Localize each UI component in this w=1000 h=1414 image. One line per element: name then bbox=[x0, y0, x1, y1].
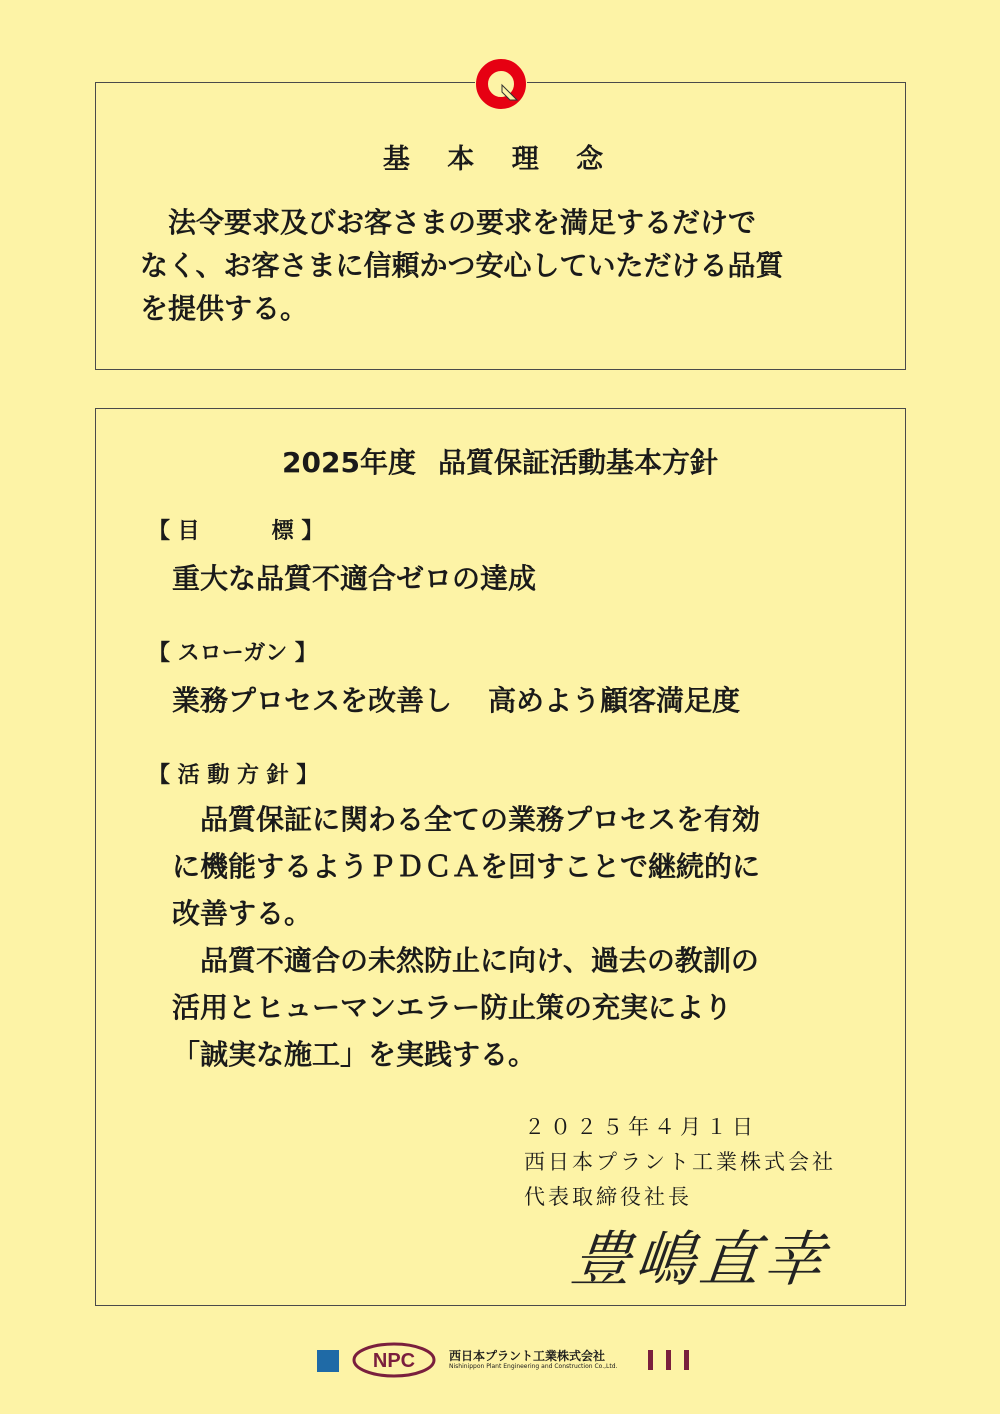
philosophy-line: を提供する。 bbox=[140, 292, 309, 325]
activity-line: に機能するようＰＤＣＡを回すことで継続的に bbox=[172, 850, 761, 883]
activity-policy-label: 【 活 動 方 針 】 bbox=[148, 763, 319, 788]
policy-title-year: 2025年度 bbox=[282, 446, 416, 479]
philosophy-line: 法令要求及びお客さまの要求を満足するだけで bbox=[140, 206, 757, 239]
activity-line: 品質不適合の未然防止に向け、過去の教訓の bbox=[172, 944, 759, 977]
footer-company-name-en: Nishinippon Plant Engineering and Construction Co.,Ltd. bbox=[449, 1363, 618, 1370]
activity-line: 「誠実な施工」を実践する。 bbox=[172, 1038, 537, 1071]
signature-date: ２０２５年４月１日 bbox=[524, 1115, 758, 1139]
activity-line: 改善する。 bbox=[172, 897, 313, 930]
philosophy-line: なく、お客さまに信頼かつ安心していただける品質 bbox=[140, 249, 784, 282]
slogan-text-b: 高めよう顧客満足度 bbox=[488, 684, 741, 717]
signature-block bbox=[524, 1110, 836, 1215]
philosophy-title: 基 本 理 念 bbox=[382, 144, 618, 175]
footer-blue-square-icon bbox=[317, 1350, 339, 1372]
signature-position: 代表取締役社長 bbox=[524, 1185, 692, 1209]
footer-company-name: 西日本プラント工業株式会社 bbox=[449, 1349, 606, 1363]
goal-label-close: 標 】 bbox=[271, 519, 324, 544]
policy-title-main: 品質保証活動基本方針 bbox=[437, 446, 718, 479]
npc-logo-icon bbox=[352, 1342, 436, 1382]
npc-logo-text: NPC bbox=[372, 1350, 416, 1372]
signature-company: 西日本プラント工業株式会社 bbox=[524, 1150, 836, 1174]
activity-line: 品質保証に関わる全ての業務プロセスを有効 bbox=[172, 803, 761, 836]
footer-bars-icon bbox=[648, 1350, 702, 1374]
quality-q-logo-icon bbox=[475, 58, 527, 110]
philosophy-text bbox=[140, 201, 880, 330]
activity-line: 活用とヒューマンエラー防止策の充実により bbox=[172, 991, 733, 1024]
slogan-text-a: 業務プロセスを改善し bbox=[172, 684, 453, 717]
slogan-text bbox=[172, 679, 740, 719]
goal-label-open: 【 目 bbox=[148, 519, 200, 544]
handwritten-signature: 豊嶋直幸 bbox=[567, 1225, 832, 1295]
policy-title bbox=[0, 441, 1000, 481]
goal-text: 重大な品質不適合ゼロの達成 bbox=[172, 562, 537, 595]
goal-label bbox=[148, 514, 323, 545]
slogan-label: 【 スローガン 】 bbox=[148, 641, 317, 666]
activity-policy-text bbox=[172, 796, 862, 1078]
